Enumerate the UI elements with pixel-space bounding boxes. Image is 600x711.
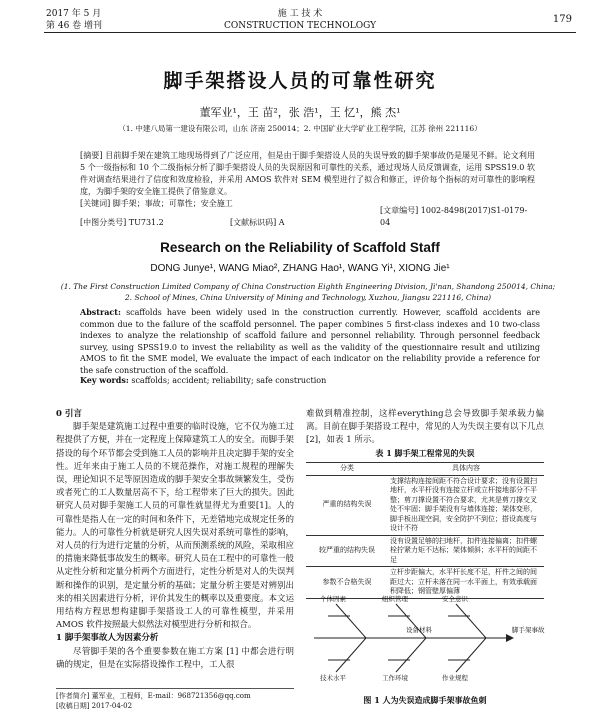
abstract-en-text: scaffolds have been widely used in the construction currently. However, scaffold accidents are common due to the failure of the scaffold personnel. The paper combines 5 first-class indexes and 10 two-class indexes to analyze the relationship of scaffold failure and personnel reliability. Through personnel feedback survey, using SPSS19.0 to invest the reliability as well as the validity of the questionnaire result and utilizing AMOS to fit the SME model, We evaluate the impact of each indicator on the reliability provide a reference for the safe construction of the scaffold. bbox=[80, 308, 540, 375]
journal-name-cn: 施 工 技 术 bbox=[277, 9, 323, 19]
fishbone-arrow bbox=[506, 634, 514, 642]
right-column bbox=[306, 408, 544, 448]
fishbone-label: 安全意识 bbox=[442, 595, 468, 603]
table-cell-category: 较严重的结构失误 bbox=[306, 535, 388, 567]
section-0-paragraph: 脚手架是建筑施工过程中重要的临时设施，它不仅为施工过程提供了方便，并在一定程度上保障建筑工人的安全。而脚手架搭设的每个环节都会受到施工人员的影响并且决定脚手架的安全性。近年来由于施工人员的不规范操作，对施工规程的理解失误，理论知识不足等原因造成的脚手架安全事故频繁发生，受伤或者死亡的工人数量居高不下，给工程带来了巨大的损失。因此研究人员对脚手架施工人员的可靠性就显得尤为重要[1]。人的可靠性是指人在一定的时间和条件下，无差错地完成规定任务的能力。人的可靠性分析就是研究人因失误对系统可靠性的影响，对人员的行为进行定量的分析，从而预测系统的风险，采取相应的措施来降低事故发生的概率。研究人员在工程中的可靠性一般从定性分析和定量分析两个方面进行，定性分析是对人的失误判断和操作的识别，是定量分析的基础；定量分析主要是对辨别出来的相关因素进行分析，评价其发生的概率以及重要度。本文运用结构方程思想构建脚手架搭设工人的可靠性模型，并采用 AMOS 软件按照最大似然法对模型进行分析和拟合。 bbox=[56, 422, 295, 631]
fishbone-branch bbox=[336, 604, 366, 638]
abstract-cn bbox=[80, 150, 535, 210]
fishbone-label: 技术水平 bbox=[320, 674, 346, 682]
left-column bbox=[56, 408, 294, 672]
fishbone-head-label: 脚手架事故 bbox=[512, 626, 545, 634]
table-cell-category: 参数不合格失误 bbox=[306, 567, 388, 599]
fishbone-branch bbox=[456, 638, 486, 672]
authors-cn: 董军业¹，王 苗²，张 浩¹，王 忆¹，熊 杰¹ bbox=[199, 106, 401, 119]
keywords-cn: [关键词] 脚手架；事故；可靠性；安全施工 bbox=[80, 199, 233, 208]
document-code: [文献标识码] A bbox=[230, 218, 285, 227]
header-rule bbox=[44, 32, 576, 33]
table-row bbox=[306, 475, 544, 535]
clc-number: [中图分类号] TU731.2 bbox=[80, 218, 164, 227]
affiliation-en bbox=[58, 281, 558, 303]
figure-1-caption: 图 1 人为失误造成脚手架事故鱼刺 bbox=[363, 695, 487, 705]
table-1-caption: 表 1 脚手架工程常见的失误 bbox=[375, 448, 475, 458]
table-cell-detail: 支撑结构连接间距不符合设计要求；没有设置扫地杆，水平杆没有连接立杆或立杆接地部分不平整；剪刀撑设置不符合要求，尤其是剪刀撑交叉处不牢固；脚手架没有与墙体连接；架体变形，脚手板出现空洞，安全防护不到位；搭设高度与设计不符 bbox=[388, 475, 544, 535]
article-meta bbox=[80, 205, 535, 229]
footnote-date: [收稿日期] 2017-04-02 bbox=[56, 702, 133, 710]
affiliation-cn: （1. 中建八局第一建设有限公司，山东 济南 250014；2. 中国矿业大学矿业工程学院，江苏 徐州 221116） bbox=[118, 124, 482, 133]
table-row bbox=[306, 535, 544, 567]
fishbone-diagram bbox=[306, 592, 546, 682]
page-header bbox=[0, 0, 600, 34]
fishbone-label: 工作环境 bbox=[382, 674, 408, 682]
keywords-en-text: scaffolds; accident; reliability; safe construction bbox=[131, 376, 327, 385]
table-header-category: 分类 bbox=[306, 463, 388, 476]
table-cell-category: 严重的结构失误 bbox=[306, 475, 388, 535]
keywords-en bbox=[80, 375, 540, 385]
footnote bbox=[56, 688, 294, 711]
affiliation-en-2: 2. School of Mines, China University of Mining and Technology, Xuzhou, Jiangsu 221116, China) bbox=[124, 293, 492, 302]
fishbone-label: 个体因素 bbox=[320, 595, 346, 603]
journal-name-en: CONSTRUCTION TECHNOLOGY bbox=[223, 21, 377, 31]
header-center bbox=[0, 8, 600, 32]
section-1-paragraph: 尽管脚手架的各个重要参数在施工方案 [1] 中都会进行明确的规定，但是在实际搭设操作工程中，工人很 bbox=[56, 646, 294, 670]
issue-date: 2017 年 5 月 bbox=[46, 9, 102, 19]
fishbone-branch bbox=[396, 638, 426, 672]
title-cn: 脚手架搭设人员的可靠性研究 bbox=[163, 70, 437, 92]
abstract-cn-text: [摘要] 目前脚手架在建筑工地现场得到了广泛应用，但是由于脚手架搭设人员的失误导致的脚手架事故仍是屡见不鲜。论文利用 5 个一级指标和 10 个二级指标分析了脚手架搭设人员的失误原因和可靠性的关系，通过现场人员反馈调查，运用 SPSS19.0 软件对调查结果进行了信度和效度检验，并采用 AMOS 软件对 SEM 模型进行了拟合和修正，评价每个指标的对可靠性的影响程度，为脚手架的安全施工提供了借鉴意义。 bbox=[80, 151, 535, 196]
fishbone-label: 作业规程 bbox=[442, 674, 468, 682]
right-paragraph: 难做到精准控制，这样everything总会导致脚手架承载力偏离。目前在脚手架搭设工程中，常见的人为失误主要有以下几点[2]，如表 1 所示。 bbox=[306, 409, 545, 446]
fishbone-branch bbox=[336, 638, 366, 672]
table-cell-detail: 立杆步距偏大，水平杆长度不足，杆件之间的间距过大；立杆未落在同一水平面上，有效承载面积降低；钢管壁厚偏薄 bbox=[388, 567, 544, 599]
fishbone-label: 组织管理 bbox=[382, 595, 408, 603]
footnote-author: [作者简介] 董军业，工程师，E-mail：968721356@qq.com bbox=[56, 692, 251, 700]
fishbone-branch bbox=[456, 604, 486, 638]
abstract-en bbox=[80, 307, 540, 376]
abstract-en-label: Abstract: bbox=[80, 307, 121, 317]
title-en: Research on the Reliability of Scaffold Staff bbox=[160, 240, 440, 255]
issue-volume: 第 46 卷 增刊 bbox=[46, 21, 103, 31]
keywords-en-label: Key words: bbox=[80, 375, 129, 385]
fishbone-label: 设备材料 bbox=[406, 626, 432, 634]
table-1 bbox=[306, 462, 544, 599]
authors-en: DONG Junye¹, WANG Miao², ZHANG Hao¹, WANG Yi¹, XIONG Jie¹ bbox=[150, 263, 450, 274]
table-header-detail: 具体内容 bbox=[388, 463, 544, 476]
table-cell-detail: 没有设置足够的扫地杆，扣件连接偏离；扣件螺栓拧紧力矩不达标；架体倾斜；水平杆的间距不足 bbox=[388, 535, 544, 567]
section-1-heading: 1 脚手架事故人为因素分析 bbox=[56, 633, 159, 644]
article-number: [文章编号] 1002-8498(2017)S1-0179-04 bbox=[380, 206, 528, 227]
page-number: 179 bbox=[552, 14, 572, 25]
section-0-heading: 0 引言 bbox=[56, 409, 82, 419]
table-header-row bbox=[306, 463, 544, 476]
affiliation-en-1: (1. The First Construction Limited Company of China Construction Eighth Engineering Division, Ji'nan, Shandong 250014, China; bbox=[60, 282, 556, 291]
